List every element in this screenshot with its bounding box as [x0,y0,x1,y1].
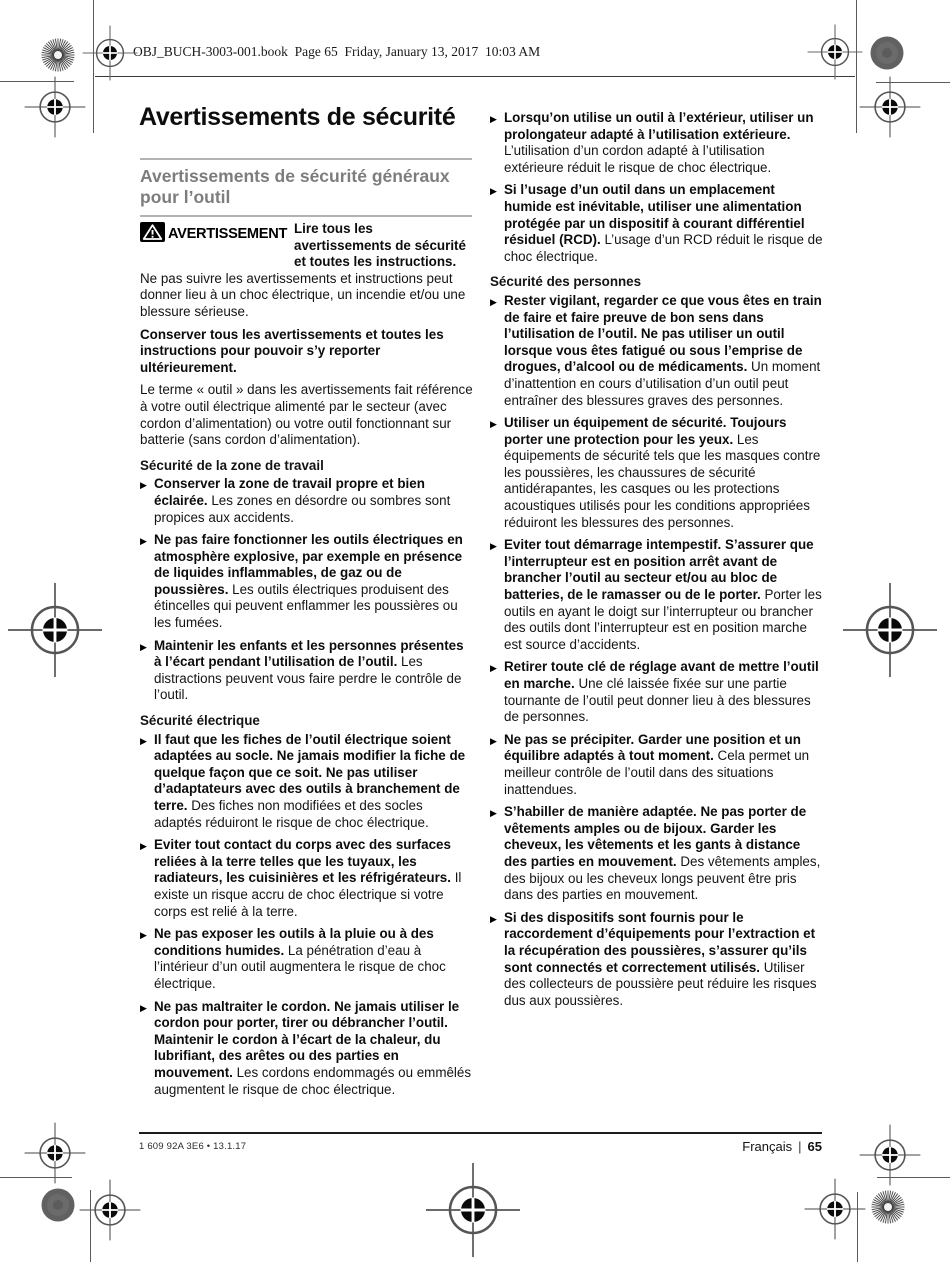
registration-crosshair-icon [842,582,938,683]
bullet-triangle-icon: ▶ [490,541,497,552]
safety-bullet-item: ▶ Rester vigilant, regarder ce que vous êtes en train de faire et faire preuve de bon sens dans l’utilisation de l’outil. Ne pas utiliser un outil lorsque vous êtes fatigué ou sous l’emprise de drogues, d’alcool ou de médicaments. Un moment d’inattention en cours d’utilisation d’un outil peut entraîner des blessures graves des personnes. [490,292,822,408]
safety-bullet-item: ▶ Si des dispositifs sont fournis pour le raccordement d’équipements pour l’extraction et la récupération des poussières, s’assurer qu’ils sont connectés et correctement utilisés. Utiliser des collecteurs de poussière peut réduire les risques dus aux poussières. [490,909,817,1008]
safety-bullet-item: ▶ Lorsqu’on utilise un outil à l’extérieur, utiliser un prolongateur adapté à l’utilisation extérieure. L’utilisation d’un cordon adapté à l’utilisation extérieure réduit le risque de choc électrique. [490,110,814,175]
color-wheel-icon [41,38,75,77]
safety-bullet-item: ▶ Retirer toute clé de réglage avant de mettre l’outil en marche. Une clé laissée fixée sur une partie tournante de l’outil peut donner lieu à des blessures de personnes. [490,659,819,725]
footer-language: Français [742,1139,793,1154]
print-header: OBJ_BUCH-3003-001.book Page 65 Friday, January 13, 2017 10:03 AM [133,44,541,59]
safety-bullet-item: ▶ Ne pas faire fonctionner les outils électriques en atmosphère explosive, par exemple en présence de liquides inflammables, de gaz ou de poussières. Les outils électriques produisent des étincelles qui peuvent enflammer les poussières ou les fumées. [140,532,463,631]
safety-bullet-item: ▶ Ne pas se précipiter. Garder une position et un équilibre adaptés à tout moment. Cela permet un meilleur contrôle de l’outil dans des situations inattendues. [490,731,810,797]
bullet-triangle-icon: ▶ [490,735,497,746]
bullet-triangle-icon: ▶ [490,419,497,430]
bullet-triangle-icon: ▶ [490,186,497,197]
trim-line [93,0,94,133]
bullet-triangle-icon: ▶ [490,913,497,924]
bullet-triangle-icon: ▶ [140,930,147,941]
bullet-triangle-icon: ▶ [490,296,497,307]
bullet-triangle-icon: ▶ [140,480,147,491]
registration-crosshair-icon [859,1124,921,1191]
registration-crosshair-icon [7,582,103,683]
paragraph: Conserver tous les avertissements et toutes les instructions pour pouvoir s’y reporter ultérieurement. [140,326,444,375]
safety-bullet-item: ▶ Il faut que les fiches de l’outil électrique soient adaptées au socle. Ne jamais modifier la fiche de quelque façon que ce soit. Ne pas utiliser d’adaptateurs avec des outils à branchement de terre. Des fiches non modifiées et des socles adaptés réduiront le risque de choc électrique. [140,731,466,830]
bullet-triangle-icon: ▶ [140,1002,147,1013]
safety-bullet-item: ▶ Eviter tout contact du corps avec des surfaces reliées à la terre telles que les tuyaux, les radiateurs, les cuisinières et les réfrigérateurs. Il existe un risque accru de choc électrique si votre corps est relié à la terre. [140,837,462,919]
subsection-heading: Sécurité de la zone de travail [140,457,324,473]
footer-separator: | [798,1139,802,1154]
footer-rule [139,1132,822,1134]
bullet-triangle-icon: ▶ [140,735,147,746]
halftone-dot-icon [870,36,904,75]
warning-triangle-icon [140,222,165,242]
safety-bullet-item: ▶ Conserver la zone de travail propre et bien éclairée. Les zones en désordre ou sombres sont propices aux accidents. [140,476,451,525]
halftone-dot-icon [41,1188,75,1227]
safety-bullet-item: ▶ Si l’usage d’un outil dans un emplacement humide est inévitable, utiliser une alimentation protégée par un dispositif à courant différentiel résiduel (RCD). L’usage d’un RCD réduit le risque de choc électrique. [490,182,823,264]
registration-crosshair-icon [24,76,86,143]
bullet-triangle-icon: ▶ [140,841,147,852]
warning-paragraph: AVERTISSEMENT Lire tous les avertissements de sécurité et toutes les instructions. Ne pas suivre les avertissements et instructions peut donner lieu à un choc électrique, un incendie et/ou une blessure sérieuse. [140,221,466,319]
trim-line [856,0,857,133]
color-wheel-icon [871,1190,905,1229]
safety-bullet-item: ▶ Ne pas exposer les outils à la pluie ou à des conditions humides. La pénétration d’eau à l’intérieur d’un outil augmentera le risque de choc électrique. [140,926,446,991]
footer-part-number: 1 609 92A 3E6 • 13.1.17 [139,1141,247,1152]
trim-line [877,1177,950,1178]
bullet-triangle-icon: ▶ [490,808,497,819]
bullet-triangle-icon: ▶ [490,663,497,674]
bullet-triangle-icon: ▶ [140,536,147,547]
left-column [140,221,473,1104]
subsection-heading: Sécurité des personnes [490,274,642,290]
registration-crosshair-icon [79,1179,141,1246]
footer-page-number: 65 [807,1139,822,1154]
section-title: Avertissements de sécurité généraux pour l’outil [140,158,472,217]
trim-line [0,1177,72,1178]
page-title: Avertissements de sécurité [139,103,456,131]
bullet-triangle-icon: ▶ [140,641,147,652]
safety-bullet-item: ▶ Utiliser un équipement de sécurité. Toujours porter une protection pour les yeux. Les équipements de sécurité tels que les masques contre les poussières, les chaussures de sécurité antidérapantes, les casques ou les protections acoustiques utilisés pour les conditions appropriées réduiront les blessures des personnes. [490,415,821,530]
registration-crosshair-icon [24,1122,86,1189]
trim-line [876,82,950,83]
warning-signal-box [140,222,290,258]
trim-line [90,1190,91,1262]
safety-bullet-item: ▶ Maintenir les enfants et les personnes présentes à l’écart pendant l’utilisation de l’outil. Les distractions peuvent vous faire perdre le contrôle de l’outil. [140,637,464,703]
registration-crosshair-icon [859,76,921,143]
bullet-triangle-icon: ▶ [490,114,497,124]
trim-line [0,81,74,82]
safety-bullet-item: ▶ S’habiller de manière adaptée. Ne pas porter de vêtements amples ou de bijoux. Garder les cheveux, les vêtements et les gants à distance des parties en mouvement. Des vêtements amples, des bijoux ou les cheveux longs peuvent être pris dans des parties en mouvement. [490,804,821,903]
warning-label: AVERTISSEMENT [168,226,288,242]
trim-line [857,1192,858,1262]
header-rule [95,76,855,77]
registration-crosshair-icon [425,1162,521,1262]
safety-bullet-item: ▶ Eviter tout démarrage intempestif. S’assurer que l’interrupteur est en position arrêt avant de brancher l’outil au secteur et/ou au bloc de batteries, de le ramasser ou de le porter. Porter les outils en ayant le doigt sur l’interrupteur ou brancher des outils dont l’interrupteur est en position marche est source d’accidents. [490,537,822,652]
right-column [490,110,823,1015]
safety-bullet-item: ▶ Ne pas maltraiter le cordon. Ne jamais utiliser le cordon pour porter, tirer ou débrancher l’outil. Maintenir le cordon à l’écart de la chaleur, du lubrifiant, des arêtes ou des parties en mouvement. Les cordons endommagés ou emmêlés augmentent le risque de choc électrique. [140,998,472,1097]
subsection-heading: Sécurité électrique [140,713,260,729]
paragraph: Le terme « outil » dans les avertissements fait référence à votre outil électrique alimenté par le secteur (avec cordon d’alimentation) ou votre outil fonctionnant sur batterie (sans cordon d’alimentation). [140,382,473,448]
footer-page-indicator [742,1139,822,1154]
